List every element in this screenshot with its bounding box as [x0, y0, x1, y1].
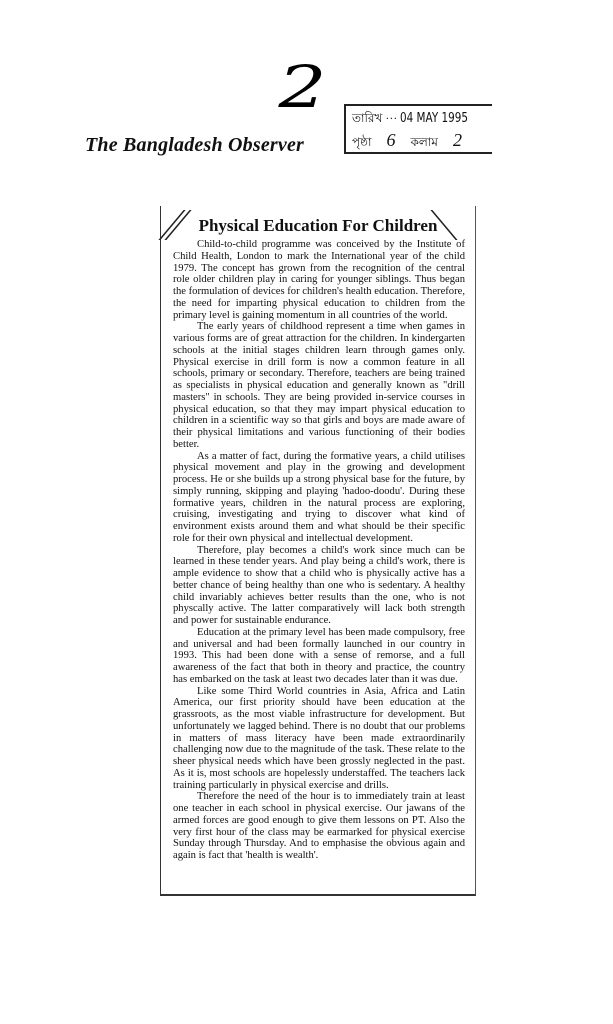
article-paragraph: The early years of childhood represent a time when games in various forms are of great attraction for the children. In kindergarten schools at the initial stages children learn through games only. Physical exercise in drill form is now a common feature in all schools, primary or secondary. Therefore, teachers are being trained as specialists in physical education and generally known as "drill masters" in schools. They are being provided in-service courses in physical education, so that they may impart physical education to children in a scientific way so that girls and boys are made aware of their physical limitations and various functioning of their bodies better. — [173, 321, 465, 450]
stamp-page-label: পৃষ্ঠা — [352, 135, 372, 149]
article-paragraph: As a matter of fact, during the formative years, a child utilises physical movement and play in the growing and development process. He or she builds up a strong physical base for the future, by simply running, skipping and playing 'hadoo-doodu'. During these formative years, children in the natural process are exploring, cruising, investigating and trying to discover what kind of environment exists around them and what should be their specific role for their own physical and intellectual development. — [173, 450, 465, 544]
stamp-page-value: 6 — [386, 130, 396, 150]
stamp-date-label: তারিখ — [352, 111, 383, 125]
stamp-date-row: তারিখ ··· 04 MAY 1995 — [352, 111, 469, 126]
stamp-column-label: কলাম — [410, 135, 438, 149]
article-title: Physical Education For Children — [198, 216, 438, 235]
newspaper-masthead: The Bangladesh Observer — [85, 134, 305, 156]
article-paragraph: Like some Third World countries in Asia, Africa and Latin America, our first priority should have been education at the grassroots, as the most viable infrastructure for development. But unfortunately we lagged behind. There is no doubt that our problems in matters of mass literacy have been made extraordinarily challenging now due to the magnitude of the task. These relate to the sheer physical needs which have been grossly neglected in the past. As it is, most schools are hopelessly understaffed. The teachers lack training particularly in physical exercise and drills. — [173, 685, 465, 791]
article-paragraph: Therefore the need of the hour is to immediately train at least one teacher in each school in physical exercise. Our jawans of the armed forces are good enough to give them lessons on PT. Also the very first hour of the class may be earmarked for physical exercise Sunday through Thursday. And to emphasise the obvious again and again is fact that 'health is wealth'. — [173, 791, 465, 861]
article-paragraph: Child-to-child programme was conceived by the Institute of Child Health, London to mark the International year of the child 1979. The concept has grown from the recognition of the central role older children play in caring for younger siblings. Thus began the formulation of devices for children's health education. Therefore, the need for imparting physical education to children from the primary level is gaining momentum in all countries of the world. — [173, 239, 465, 321]
stamp-page-row — [352, 130, 474, 154]
handwritten-page-mark: 2 — [278, 53, 327, 121]
article-paragraph: Education at the primary level has been made compulsory, free and universal and had been formally launched in our country in 1993. This had been done with a sense of remorse, and a full awareness of the fact that both in theory and practice, the country has embarked on the task at least two decades later than it was due. — [173, 626, 465, 685]
article-clipping — [160, 206, 476, 896]
article-paragraph: Therefore, play becomes a child's work since much can be learned in these tender years. And play being a child's work, there is ample evidence to show that a child who is physically active has a better chance of being healthy than one who is sedentary. A healthy child invariably achieves better results than the one, who is not physcally active. The latter comparatively will lack both strength and power for sustainable endurance. — [173, 544, 465, 626]
stamp-column-value: 2 — [452, 130, 462, 150]
article-body — [173, 239, 465, 862]
stamp-date-value: 04 MAY 1995 — [400, 111, 469, 126]
archive-date-stamp — [344, 104, 492, 154]
